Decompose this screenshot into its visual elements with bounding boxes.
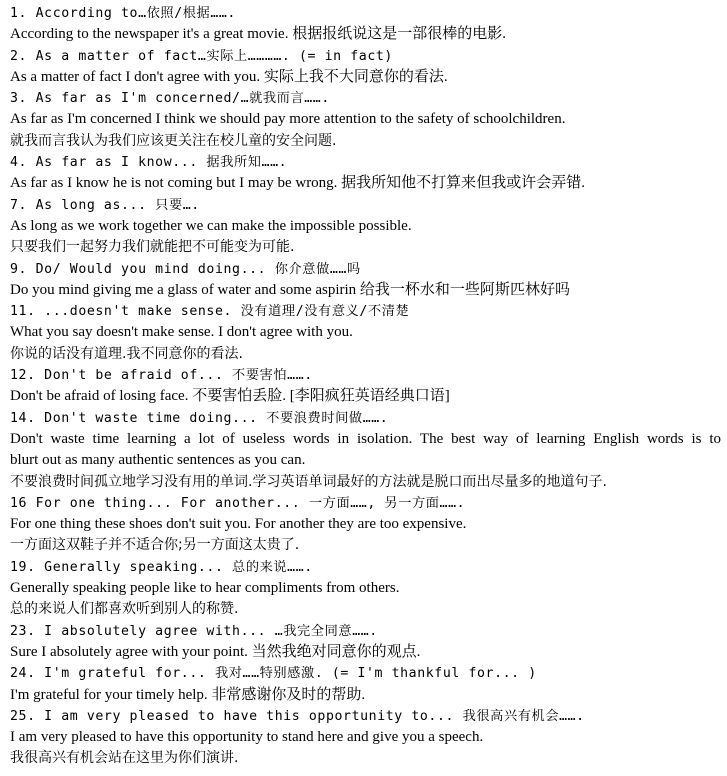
example-sentence: Sure I absolutely agree with your point. 当然我绝对同意你的观点. (10, 643, 421, 660)
example-sentence: Don't waste time learning a lot of useless words in isolation. The best way of learning English words is to (10, 430, 721, 447)
example-translation: 你说的话没有道理.我不同意你的看法. (10, 345, 243, 362)
entry-heading: 11. ...doesn't make sense. 没有道理/没有意义/不清楚 (10, 304, 410, 320)
example-translation: 不要浪费时间孤立地学习没有用的单词.学习英语单词最好的方法就是脱口而出尽量多的地道句子. (10, 473, 607, 490)
example-sentence: As far as I know he is not coming but I may be wrong. 据我所知他不打算来但我或许会弄错. (10, 175, 585, 192)
example-translation: 只要我们一起努力我们就能把不可能变为可能. (10, 239, 295, 256)
example-sentence: I'm grateful for your timely help. 非常感谢你及时的帮助. (10, 686, 366, 703)
entry-heading: 14. Don't waste time doing... 不要浪费时间做……. (10, 410, 389, 426)
example-sentence: Do you mind giving me a glass of water and some aspirin 给我一杯水和一些阿斯匹林好吗 (10, 281, 570, 298)
entry-heading: 3. As far as I'm concerned/…就我而言……. (10, 91, 330, 107)
example-translation: 我很高兴有机会站在这里为你们演讲. (10, 750, 239, 767)
entry-heading: 19. Generally speaking... 总的来说……. (10, 559, 313, 575)
example-translation: 总的来说人们都喜欢听到别人的称赞. (10, 601, 239, 618)
example-sentence: As far as I'm concerned I think we should pay more attention to the safety of schoolchildren. (10, 111, 566, 128)
example-sentence: As long as we work together we can make the impossible possible. (10, 217, 412, 234)
example-sentence: I am very pleased to have this opportunity to stand here and give you a speech. (10, 729, 484, 746)
entry-heading: 4. As far as I know... 据我所知……. (10, 155, 288, 171)
example-sentence: Don't be afraid of losing face. 不要害怕丢脸. [李阳疯狂英语经典口语] (10, 388, 450, 405)
entry-heading: 24. I'm grateful for... 我对……特别感激. (= I'm thankful for... ) (10, 666, 537, 682)
example-sentence: According to the newspaper it's a great movie. 根据报纸说这是一部很棒的电影. (10, 26, 506, 43)
example-sentence: blurt out as many authentic sentences as you can. (10, 452, 306, 469)
example-sentence: As a matter of fact I don't agree with you. 实际上我不大同意你的看法. (10, 68, 448, 85)
entry-heading: 25. I am very pleased to have this opportunity to... 我很高兴有机会……. (10, 708, 585, 724)
entry-heading: 7. As long as... 只要…. (10, 197, 200, 213)
entry-heading: 9. Do/ Would you mind doing... 你介意做……吗 (10, 261, 361, 277)
entry-heading: 16 For one thing... For another... 一方面……, 另一方面……. (10, 495, 466, 511)
example-sentence: Generally speaking people like to hear compliments from others. (10, 580, 400, 597)
entry-heading: 2. As a matter of fact…实际上…………. (= in fact) (10, 48, 393, 64)
entry-heading: 12. Don't be afraid of... 不要害怕……. (10, 368, 313, 384)
example-sentence: What you say doesn't make sense. I don't agree with you. (10, 324, 353, 341)
entry-heading: 23. I absolutely agree with... …我完全同意……. (10, 623, 378, 639)
entry-heading: 1. According to…依照/根据……. (10, 6, 236, 21)
example-sentence: For one thing these shoes don't suit you. For another they are too expensive. (10, 516, 467, 533)
example-translation: 一方面这双鞋子并不适合你;另一方面这太贵了. (10, 537, 300, 554)
example-translation: 就我而言我认为我们应该更关注在校儿童的安全问题. (10, 132, 337, 149)
